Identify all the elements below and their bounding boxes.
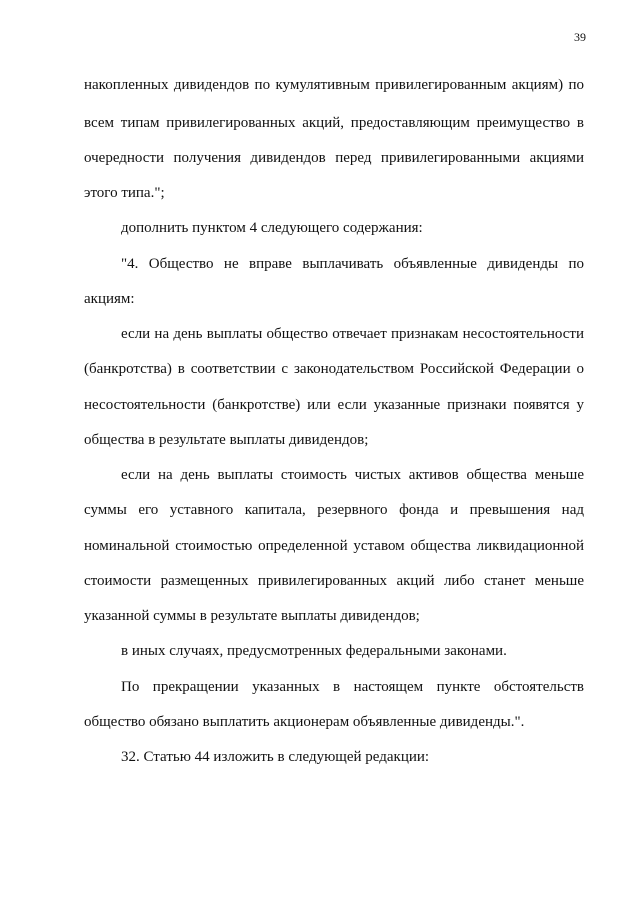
text-line: накопленных дивидендов по кумулятивным привилегированным акциям) по <box>84 77 584 93</box>
page-number: 39 <box>574 30 586 44</box>
text-line: несостоятельности (банкротстве) или если указанные признаки появятся у <box>84 397 584 413</box>
text-line: 32. Статью 44 изложить в следующей редакции: <box>121 749 430 765</box>
text-line: указанной суммы в результате выплаты дивидендов; <box>84 608 420 624</box>
text-line: акциям: <box>84 291 135 307</box>
text-line: "4. Общество не вправе выплачивать объявленные дивиденды по <box>121 256 584 272</box>
text-line: очередности получения дивидендов перед привилегированными акциями <box>84 150 584 166</box>
text-line: всем типам привилегированных акций, предоставляющим преимущество в <box>84 115 584 131</box>
text-line: если на день выплаты стоимость чистых активов общества меньше <box>121 467 584 483</box>
text-line: если на день выплаты общество отвечает признакам несостоятельности <box>121 326 584 342</box>
text-line: общество обязано выплатить акционерам объявленные дивиденды.". <box>84 714 525 730</box>
text-line: номинальной стоимостью определенной уставом общества ликвидационной <box>84 538 584 554</box>
text-line: дополнить пунктом 4 следующего содержания: <box>121 220 423 236</box>
text-line: этого типа."; <box>84 185 165 201</box>
text-line: стоимости размещенных привилегированных акций либо станет меньше <box>84 573 584 589</box>
text-line: в иных случаях, предусмотренных федеральными законами. <box>121 643 507 659</box>
text-line: (банкротства) в соответствии с законодательством Российской Федерации о <box>84 361 584 377</box>
text-line: суммы его уставного капитала, резервного фонда и превышения над <box>84 502 584 518</box>
text-line: По прекращении указанных в настоящем пункте обстоятельств <box>121 679 584 695</box>
text-line: общества в результате выплаты дивидендов; <box>84 432 369 448</box>
